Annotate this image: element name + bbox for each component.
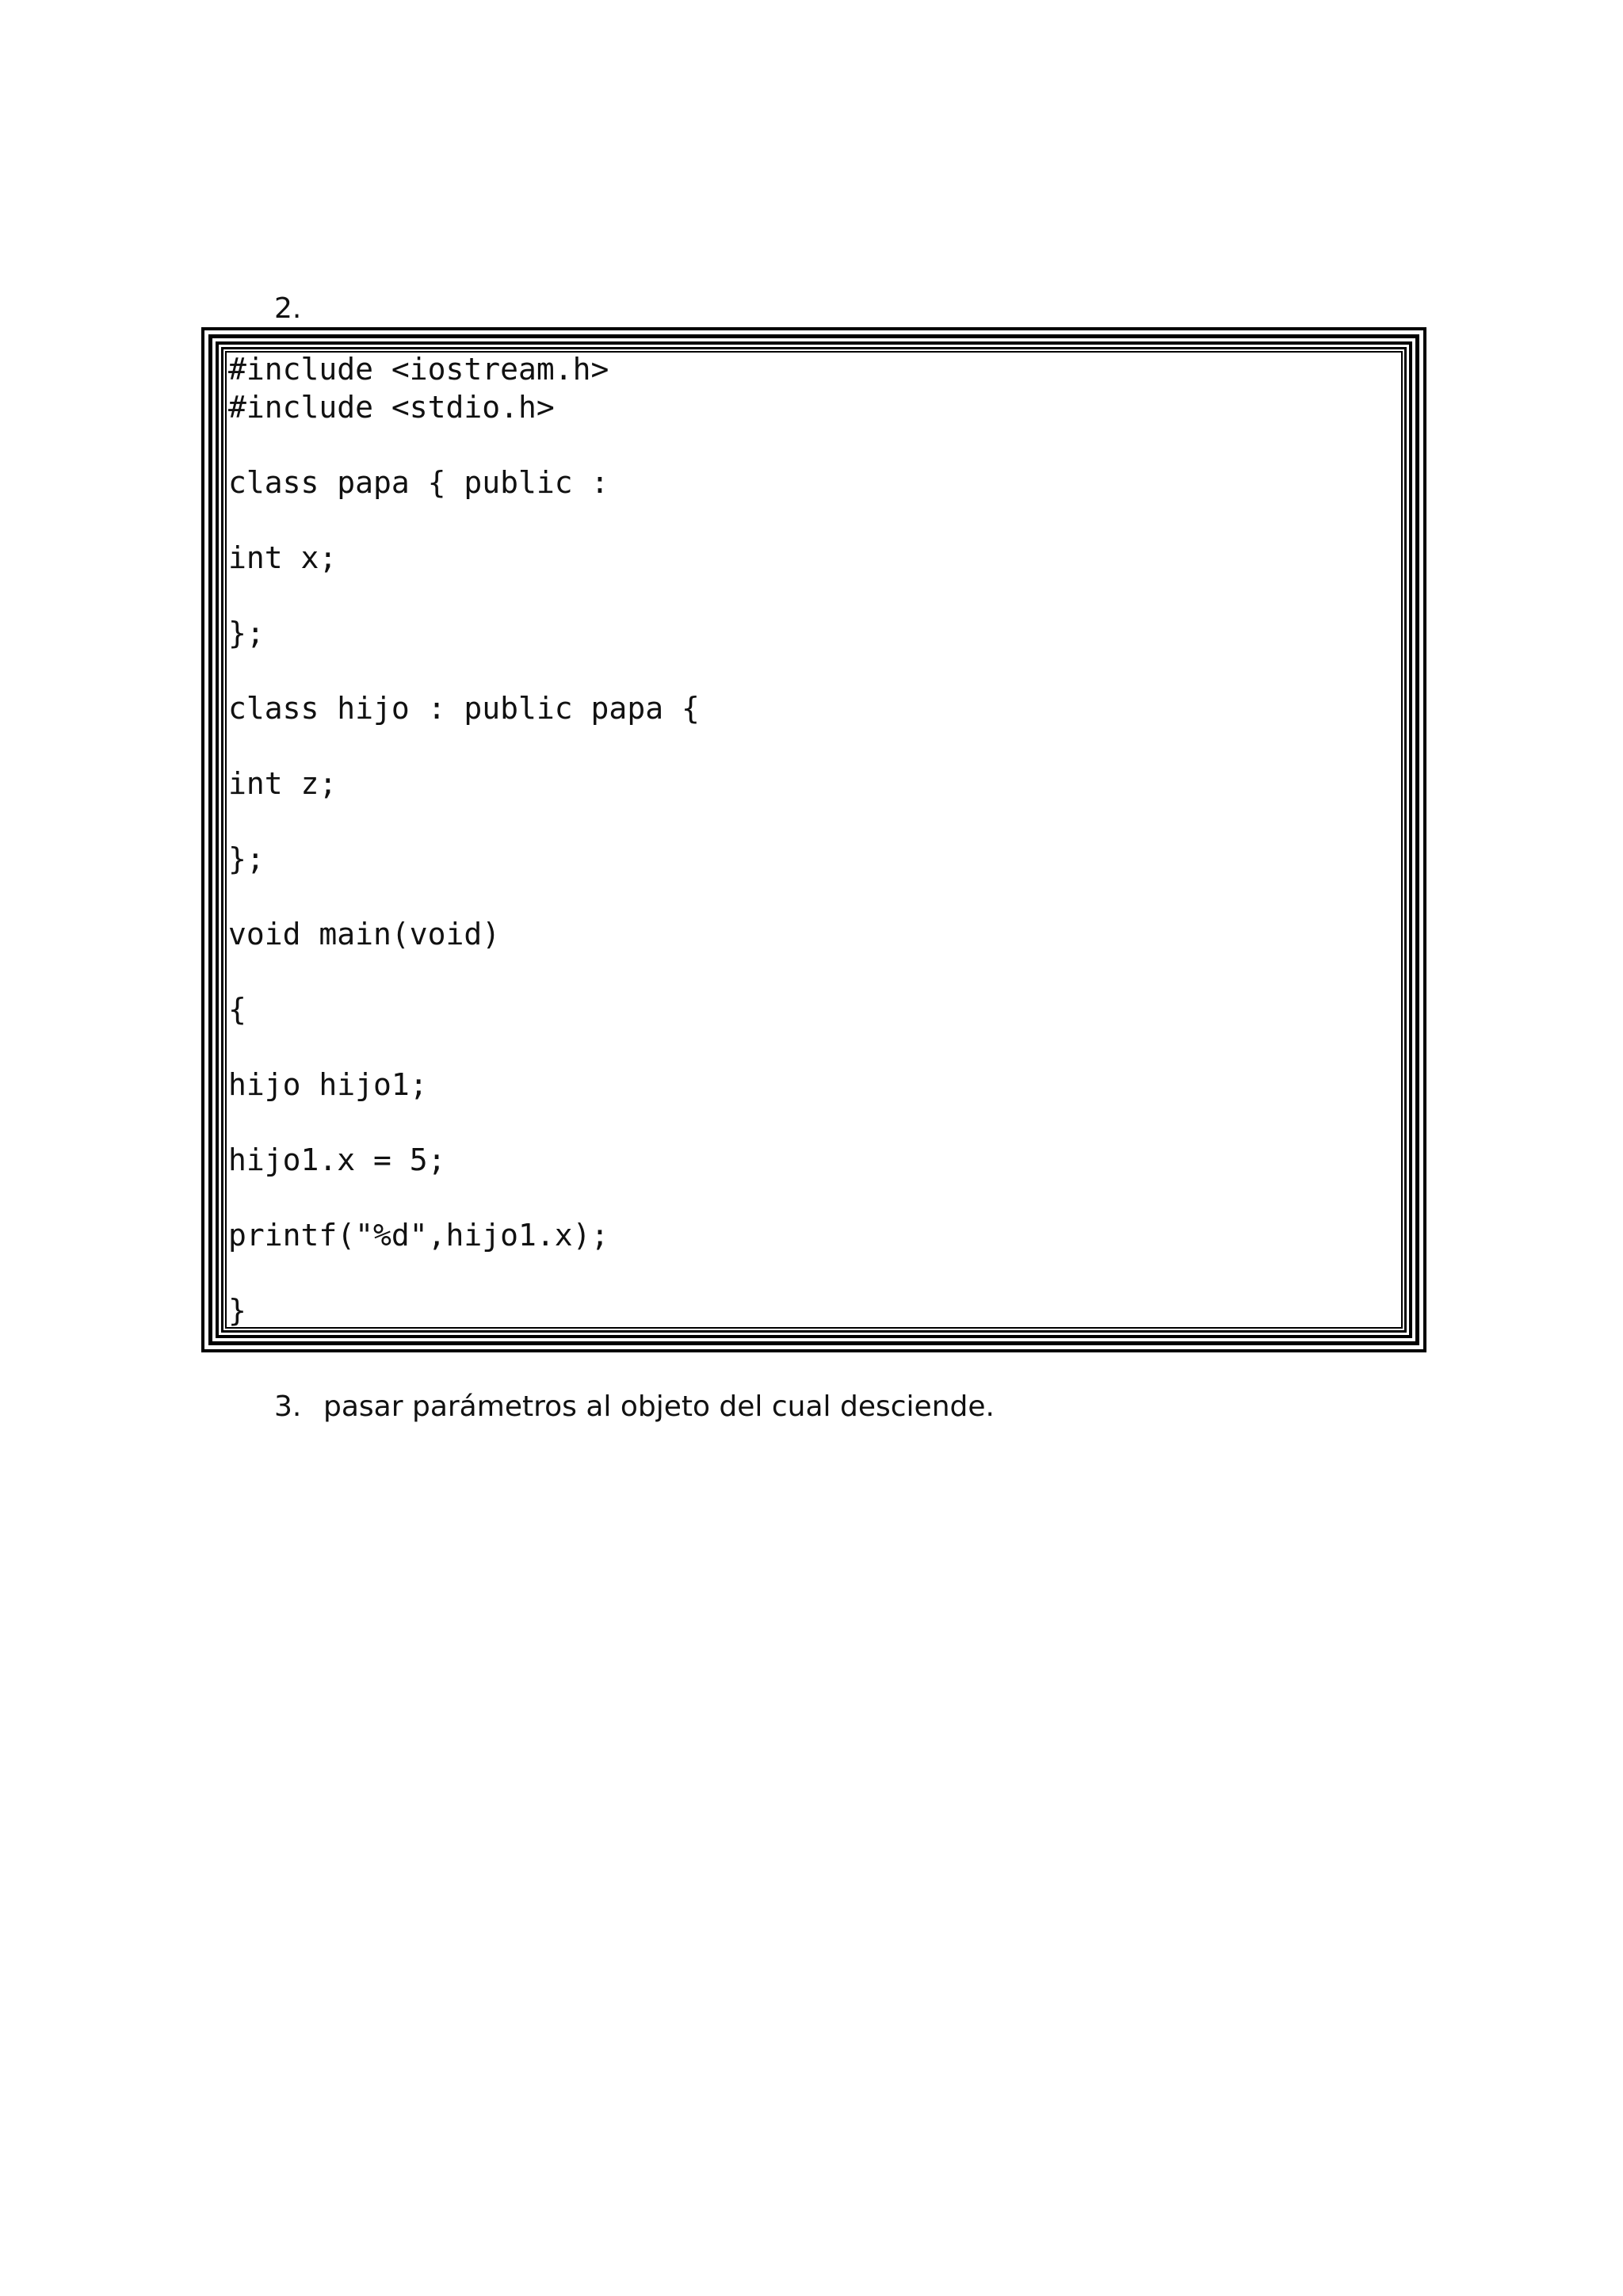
code-line-close-hijo: }; bbox=[228, 841, 265, 876]
list-text-3: pasar parámetros al objeto del cual desciende. bbox=[323, 1390, 995, 1423]
list-number-3: 3. bbox=[274, 1390, 302, 1423]
list-number-2: 2. bbox=[274, 292, 302, 325]
code-line-declare-hijo1: hijo hijo1; bbox=[228, 1067, 428, 1102]
code-line-main: void main(void) bbox=[228, 917, 501, 952]
list-item-2 bbox=[274, 292, 301, 326]
code-line-assign-x: hijo1.x = 5; bbox=[228, 1142, 446, 1177]
list-item-3 bbox=[274, 1390, 995, 1425]
code-line-int-x: int x; bbox=[228, 540, 338, 575]
code-line-close-papa: }; bbox=[228, 616, 265, 650]
code-block bbox=[228, 350, 1401, 1329]
code-line-class-papa: class papa { public : bbox=[228, 465, 609, 500]
code-line-open-brace: { bbox=[228, 992, 246, 1027]
code-line-include-stdio: #include <stdio.h> bbox=[228, 390, 555, 425]
code-line-printf: printf("%d",hijo1.x); bbox=[228, 1218, 609, 1253]
code-line-include-iostream: #include <iostream.h> bbox=[228, 352, 609, 387]
code-line-int-z: int z; bbox=[228, 766, 338, 801]
code-line-close-brace: } bbox=[228, 1293, 246, 1328]
code-line-class-hijo: class hijo : public papa { bbox=[228, 691, 700, 726]
